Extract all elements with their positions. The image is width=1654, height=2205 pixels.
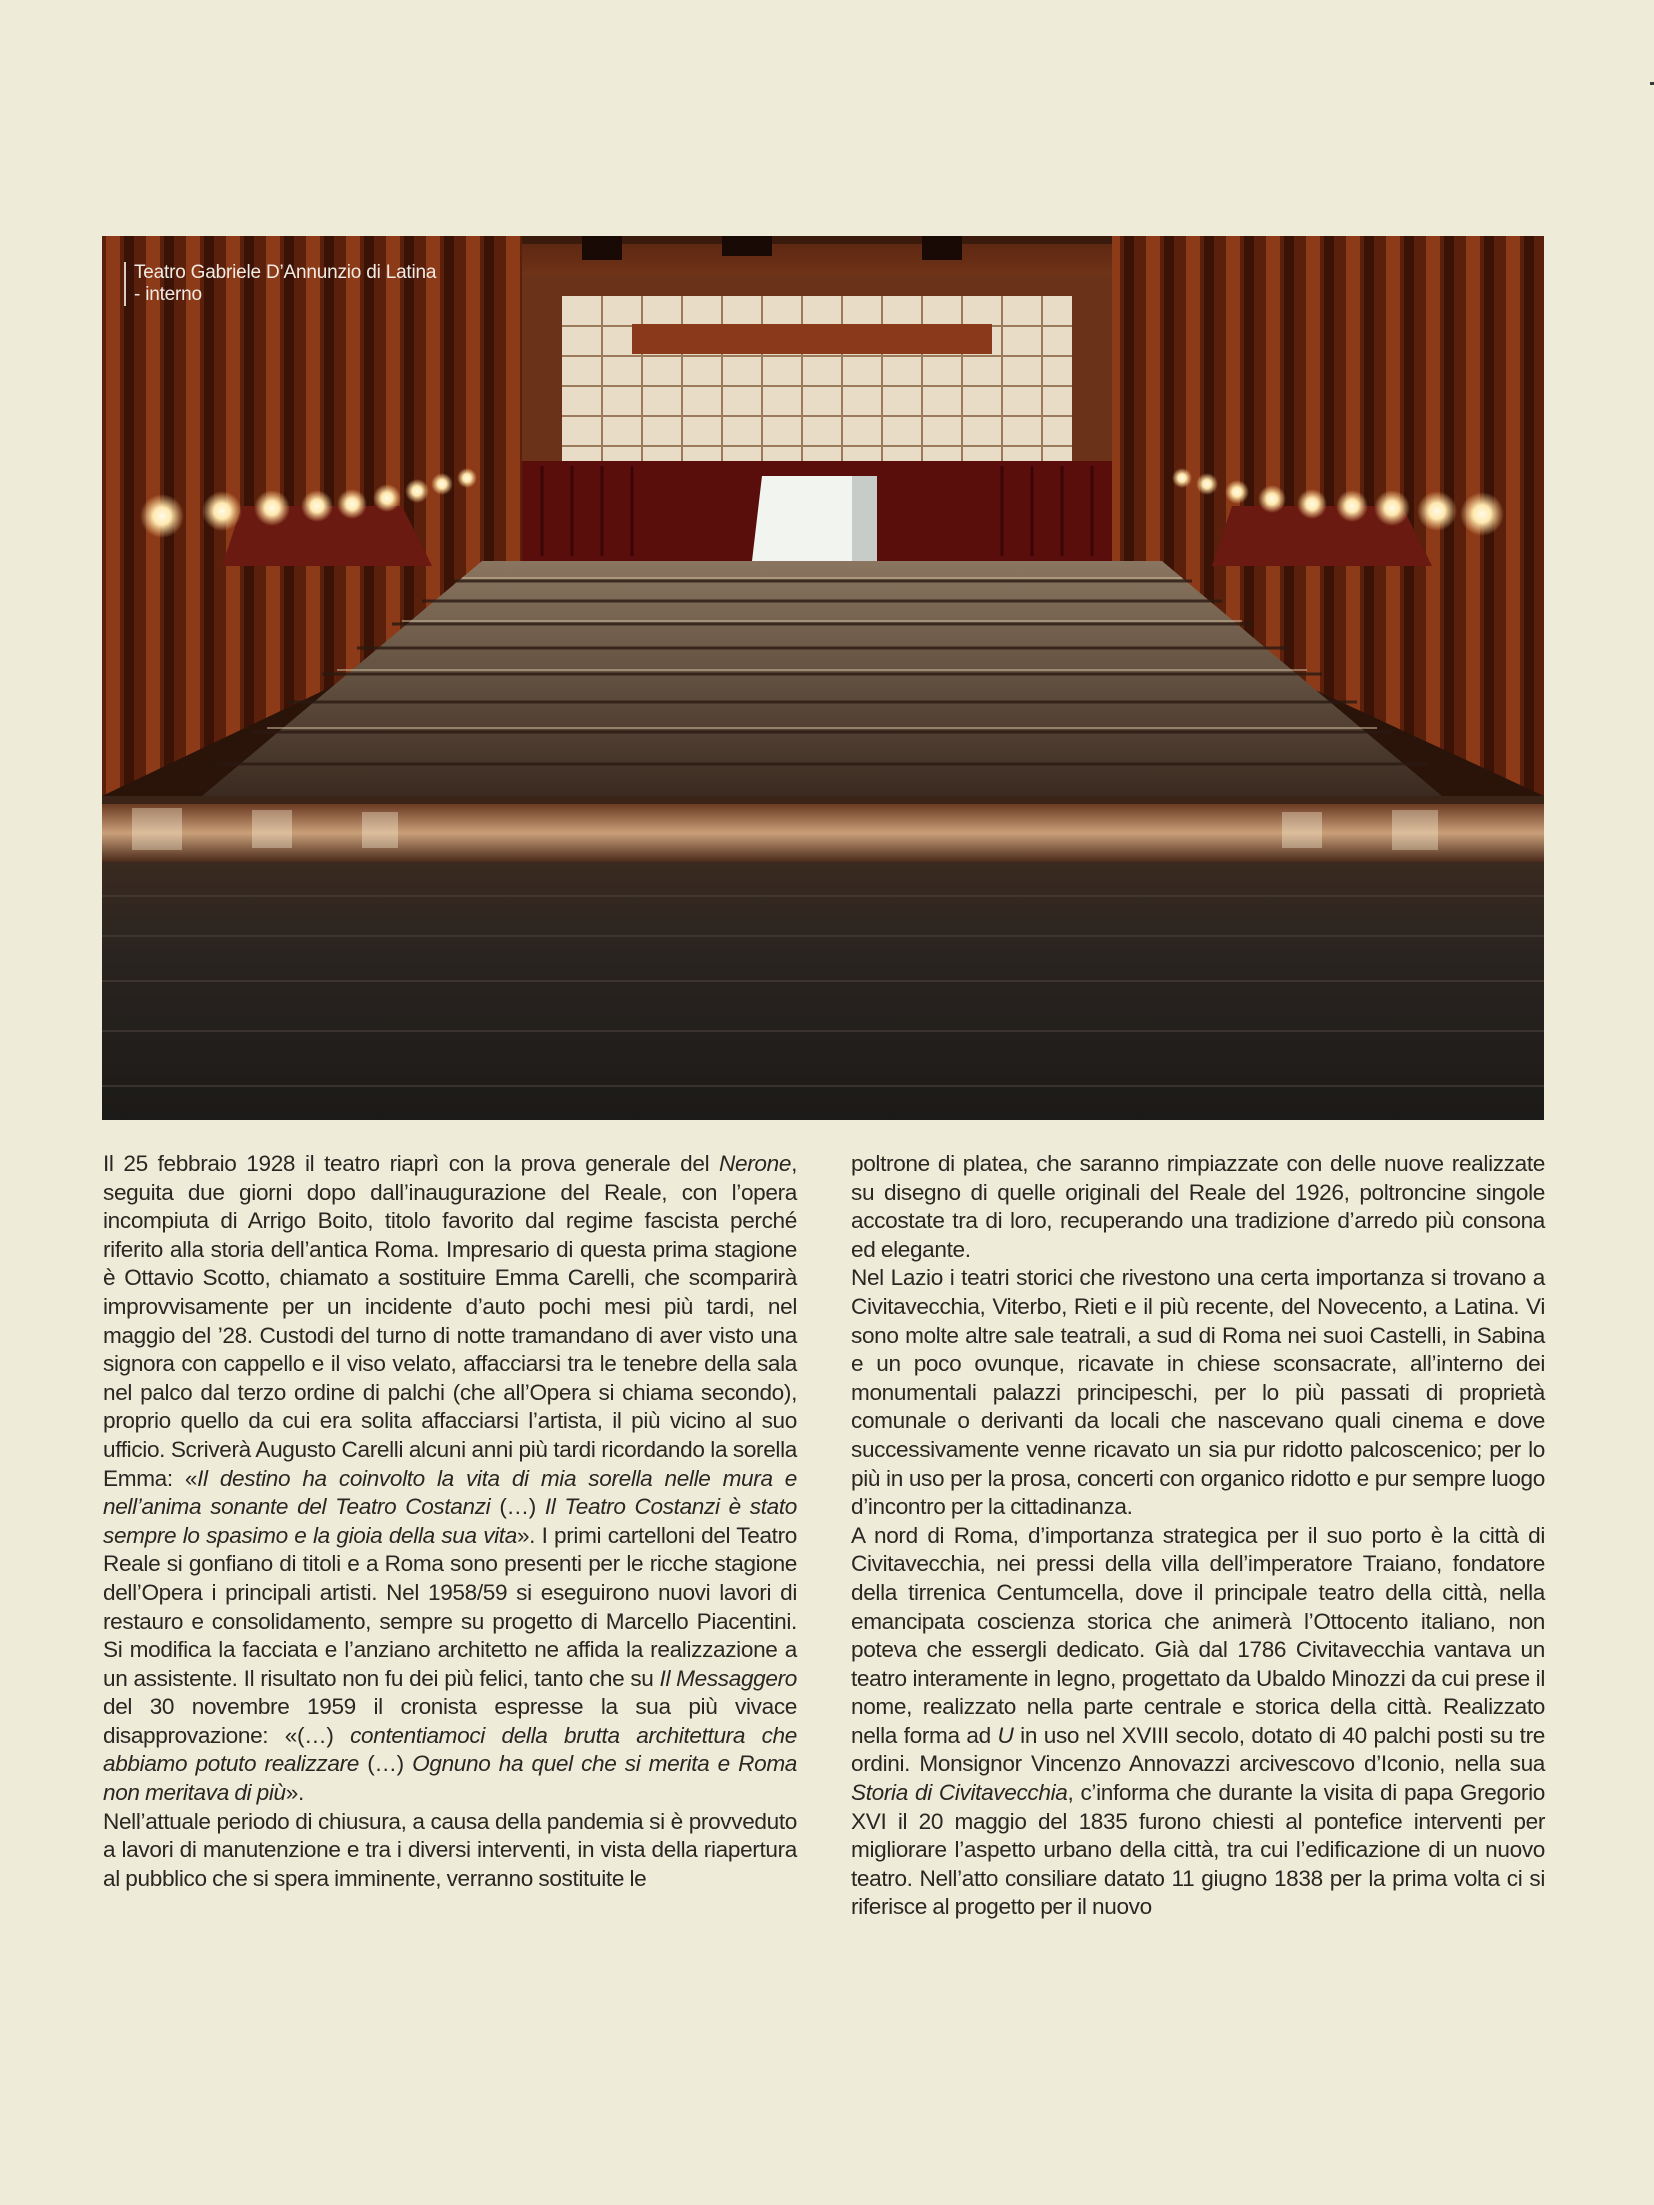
photo-caption bbox=[124, 262, 436, 306]
italic-quote: Il Teatro Costanzi è stato sempre lo spasimo e la gioia della sua vita bbox=[103, 1494, 797, 1548]
text-run: (…) bbox=[358, 1751, 413, 1777]
text-run: Il 25 febbraio 1928 il teatro riaprì con la prova generale del bbox=[103, 1151, 720, 1176]
text-run: ». bbox=[285, 1780, 304, 1806]
right-paragraph-3 bbox=[851, 1522, 1545, 1922]
italic-quote: Il destino ha coinvolto la vita di mia sorella nelle mura e nell’anima sonante del Teatro Costanzi bbox=[103, 1465, 797, 1520]
caption-line-1: Teatro Gabriele D’Annunzio di Latina bbox=[134, 262, 437, 283]
right-paragraph-1: poltrone di platea, che saranno rimpiazzate con delle nuove realizzate su disegno di quelle originali del Reale del 1926, poltroncine singole accostate tra di loro, recuperando una tradizione d’arredo più consona ed elegante. bbox=[851, 1151, 1545, 1262]
right-text-column bbox=[851, 1150, 1545, 1922]
text-run: A nord di Roma, d’importanza strategica per il suo porto è la città di Civitavecchia, nei pressi della villa dell’imperatore Traiano, fondatore della tirrenica Centumcella, dove il principale teatro della città, nella emancipata coscienza storica che animerà l’Ottocento italiano, non poteva che essergli dedicato. Già dal 1786 Civitavecchia vantava un teatro interamente in legno, progettato da Ubaldo Minozzi da cui prese il nome, realizzato nella parte centrale e storica della città. Realizzato nella forma ad bbox=[851, 1522, 1545, 1748]
left-text-column bbox=[103, 1150, 797, 1893]
text-run: , c’informa che durante la visita di papa Gregorio XVI il 20 maggio del 1835 furono chiesti al pontefice interventi per migliorare l’aspetto urbano della città, tra cui l’edificazione di un nuovo teatro. Nell’atto consiliare datato 11 giugno 1838 per la prima volta ci si riferisce al progetto per il nuovo bbox=[851, 1780, 1545, 1920]
italic-quote: contentiamoci della brutta architettura che abbiamo potuto realizzare bbox=[103, 1722, 797, 1777]
italic-quote: Ognuno ha quel che si merita e Roma non meritava di più bbox=[103, 1751, 798, 1806]
caption-line-2: - interno bbox=[134, 284, 202, 305]
italic-title-nerone: Nerone bbox=[719, 1151, 792, 1176]
text-run: (…) bbox=[490, 1494, 545, 1520]
text-run: in uso nel XVIII secolo, dotato di 40 palchi posti su tre ordini. Monsignor Vincenzo Annovazzi arcivescovo d’Iconio, nella sua bbox=[851, 1722, 1545, 1777]
italic-letter-u: U bbox=[997, 1722, 1014, 1748]
text-run: , seguita due giorni dopo dall’inaugurazione del Reale, con l’opera incompiuta di Arrigo Boito, titolo favorito dal regime fascista perché riferito alla storia dell’antica Roma. Impresario di questa prima stagione è Ottavio Scotto, chiamato a sostituire Emma Carelli, che scomparirà improvvisamente per un incidente d’auto pochi mesi più tardi, nel maggio del ’28. Custodi del turno di notte tramandano di aver visto una signora con cappello e il viso velato, affacciarsi tra le tenebre della sala nel palco dal terzo ordine di palchi (che all’Opera si chiama secondo), proprio quello da cui era solita affacciarsi l’artista, il più vicino al suo ufficio. Scriverà Augusto Carelli alcuni anni più tardi ricordando la sorella Emma: « bbox=[103, 1151, 797, 1491]
theatre-interior-illustration bbox=[102, 236, 1544, 1120]
text-run: ». I primi cartelloni del Teatro Reale si gonfiano di titoli e a Roma sono presenti per le ricche stagione dell’Opera i principali artisti. Nel 1958/59 si eseguirono nuovi lavori di restauro e consolidamento, sempre su progetto di Marcello Piacentini. Si modifica la facciata e l’anziano architetto ne affida la realizzazione a un assistente. Il risultato non fu dei più felici, tanto che su bbox=[103, 1522, 797, 1691]
left-paragraph-2: Nell’attuale periodo di chiusura, a causa della pandemia si è provveduto a lavori di manutenzione e tra i diversi interventi, in vista della riapertura al pubblico che si spera imminente, verranno sostituite le bbox=[103, 1808, 797, 1891]
page-edge-mark bbox=[1650, 82, 1654, 85]
right-paragraph-2: Nel Lazio i teatri storici che rivestono una certa importanza si trovano a Civitavecchia, Viterbo, Rieti e il più recente, del Novecento, a Latina. Vi sono molte altre sale teatrali, a sud di Roma nei suoi Castelli, in Sabina e un poco ovunque, ricavate in chiese sconsacrate, all’interno dei monumentali palazzi principeschi, per lo più passati di proprietà comunale o derivanti da locali che nascevano quali cinema e dove successivamente venne ricavato un sia pur ridotto palcoscenico; per lo più in uso per la prosa, concerti con organico ridotto e pur sempre luogo d’incontro per la cittadinanza. bbox=[851, 1265, 1545, 1520]
left-paragraph-1 bbox=[103, 1150, 797, 1808]
italic-newspaper-title: Il Messaggero bbox=[659, 1665, 797, 1691]
italic-book-title: Storia di Civitavecchia bbox=[851, 1780, 1068, 1806]
theatre-interior-photo bbox=[102, 236, 1544, 1120]
text-run: del 30 novembre 1959 il cronista espresse la sua più vivace disapprovazione: «(…) bbox=[103, 1694, 797, 1748]
